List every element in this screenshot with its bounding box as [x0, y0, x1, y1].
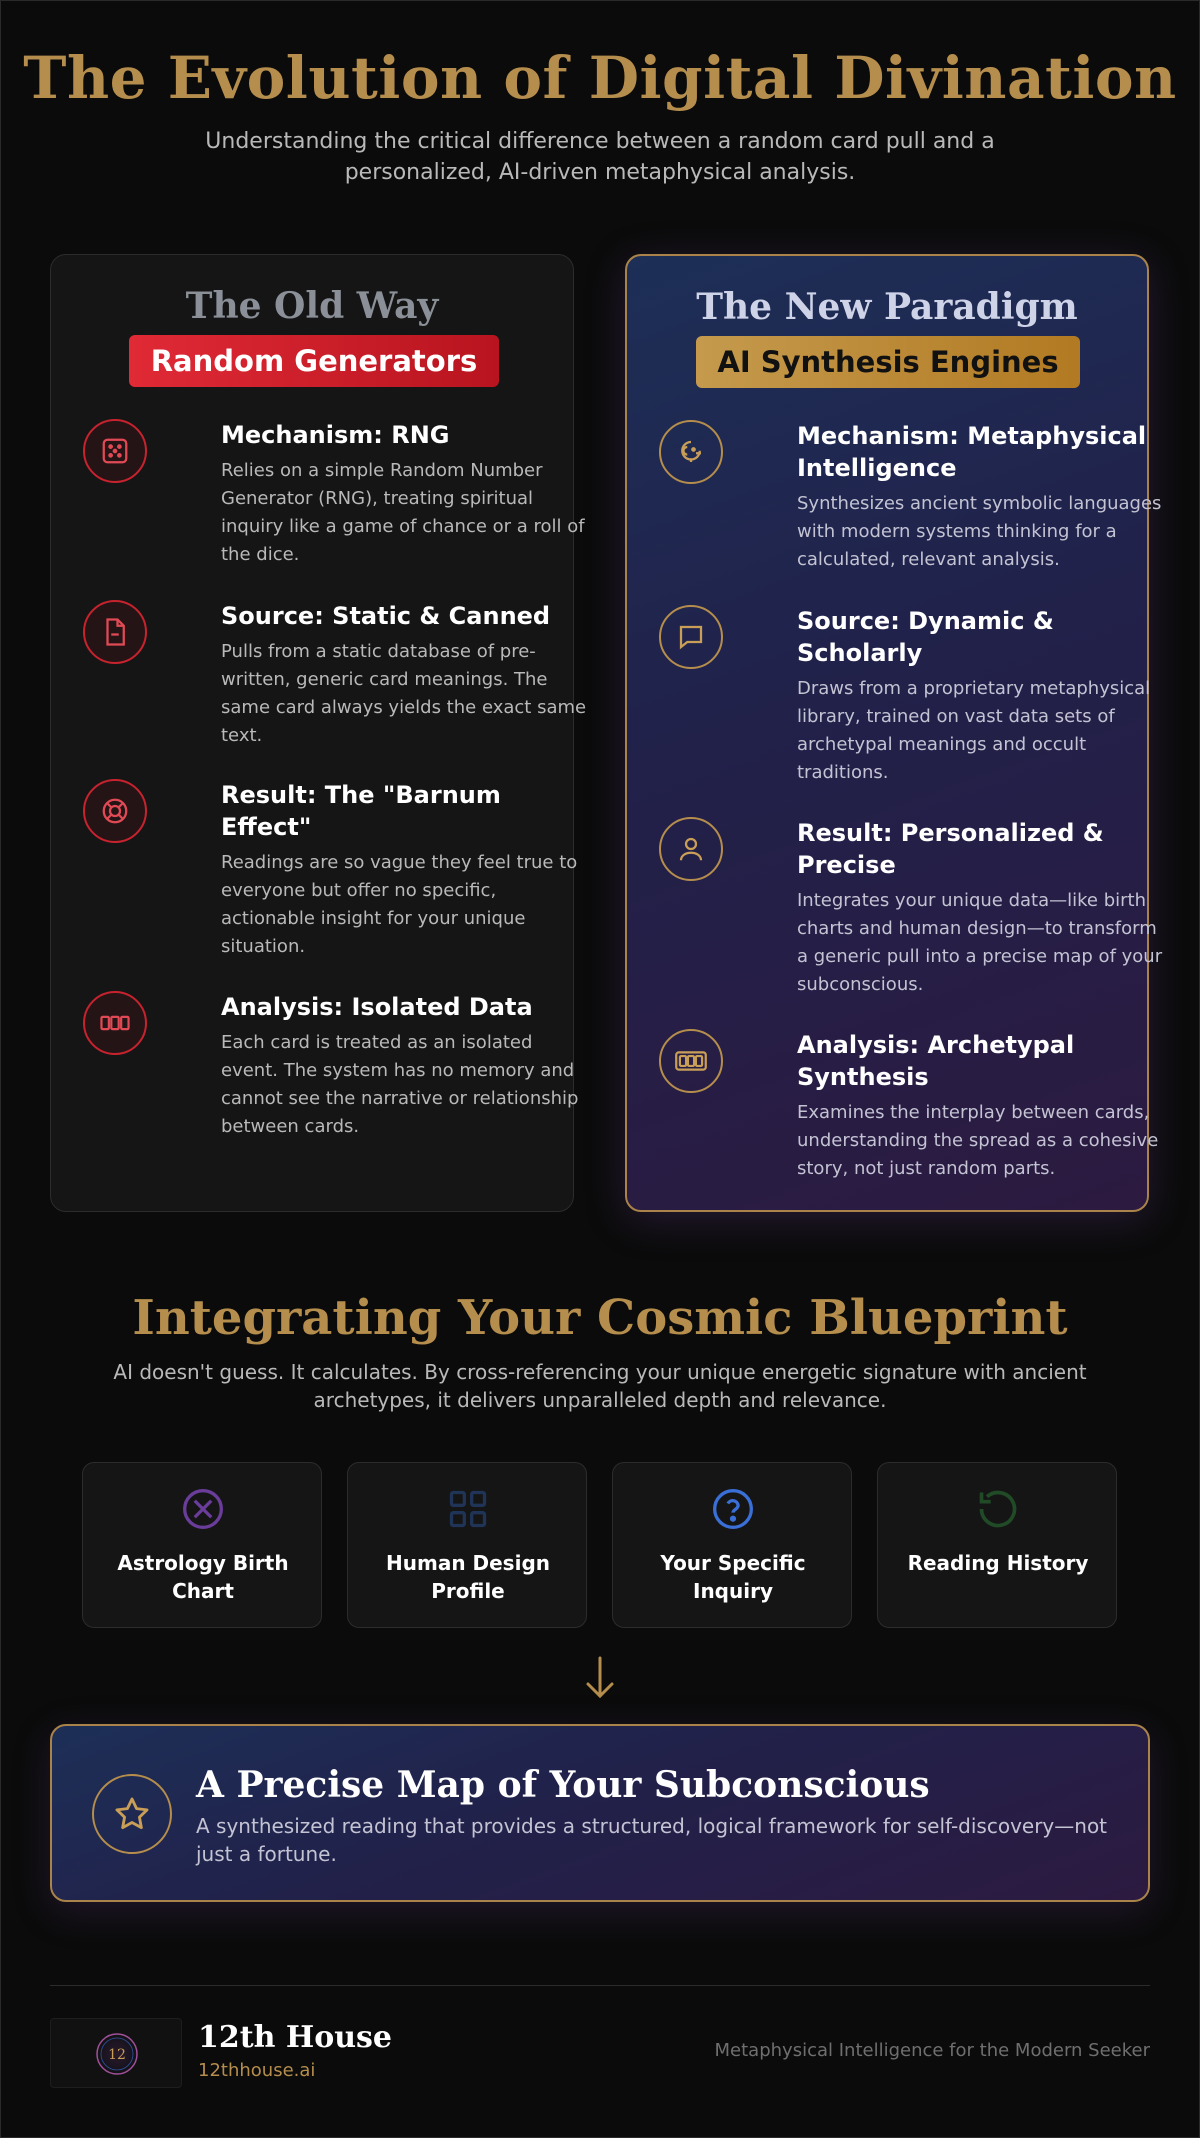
item-title: Result: The "Barnum Effect" [221, 781, 501, 841]
arrow-down-icon [582, 1656, 618, 1700]
result-desc: A synthesized reading that provides a structured, logical framework for self-discovery—not just a fortune. [196, 1814, 1108, 1866]
footer-divider [50, 1985, 1150, 1986]
tile-label: Reading History [907, 1551, 1089, 1575]
brand-url-link[interactable]: 12thhouse.ai [198, 2060, 316, 2081]
item-desc: Each card is treated as an isolated event. The system has no memory and cannot see the narrative or relationship between cards. [221, 1032, 579, 1137]
brain-icon [659, 420, 723, 484]
message-icon [659, 605, 723, 669]
footer-tagline: Metaphysical Intelligence for the Modern Seeker [714, 2040, 1150, 2061]
item-desc: Examines the interplay between cards, understanding the spread as a cohesive story, not just random parts. [797, 1102, 1159, 1179]
brand-name: 12th House [198, 2020, 393, 2055]
question-icon [711, 1487, 755, 1531]
result-title: A Precise Map of Your Subconscious [196, 1764, 930, 1806]
item-title: Analysis: Archetypal Synthesis [797, 1031, 1075, 1091]
tile-label: Your Specific Inquiry [660, 1551, 806, 1603]
item-desc: Relies on a simple Random Number Generator (RNG), treating spiritual inquiry like a game of chance or a roll of the dice. [221, 460, 585, 565]
tile-astrology-birth-chart [82, 1462, 322, 1628]
tile-label: Human Design Profile [386, 1551, 550, 1603]
file-icon [83, 600, 147, 664]
tile-your-specific-inquiry [612, 1462, 852, 1628]
item-desc: Draws from a proprietary metaphysical library, trained on vast data sets of archetypal meanings and occult traditions. [797, 678, 1151, 783]
item-desc: Pulls from a static database of pre-written, generic card meanings. The same card always yields the exact same text. [221, 641, 587, 746]
blueprint-subtitle: AI doesn't guess. It calculates. By cross-referencing your unique energetic signature with ancient archetypes, it delivers unparalleled depth and relevance. [113, 1360, 1087, 1412]
tile-human-design-profile [347, 1462, 587, 1628]
history-icon [976, 1487, 1020, 1531]
page-subtitle: Understanding the critical difference between a random card pull and a personalized, AI-driven metaphysical analysis. [205, 129, 995, 185]
old-way-card [50, 254, 587, 1212]
cards-icon [83, 991, 147, 1055]
dice-icon [83, 419, 147, 483]
logo-text: 12 [108, 2047, 126, 2063]
tile-reading-history [877, 1462, 1117, 1628]
new-paradigm-kicker: The New Paradigm [696, 286, 1078, 328]
result-banner [50, 1724, 1150, 1902]
item-title: Mechanism: Metaphysical Intelligence [797, 422, 1147, 482]
item-title: Source: Dynamic & Scholarly [797, 607, 1054, 667]
item-title: Source: Static & Canned [221, 602, 551, 630]
brand-logo [50, 2018, 182, 2088]
item-title: Mechanism: RNG [221, 421, 450, 449]
item-title: Result: Personalized & Precise [797, 819, 1104, 879]
page-title: The Evolution of Digital Divination [23, 44, 1177, 112]
circle-x-icon [181, 1487, 225, 1531]
grid-icon [446, 1487, 490, 1531]
new-paradigm-card [625, 254, 1163, 1212]
item-desc: Synthesizes ancient symbolic languages with modern systems thinking for a calculated, relevant analysis. [797, 493, 1162, 570]
blueprint-title: Integrating Your Cosmic Blueprint [132, 1290, 1068, 1346]
ai-synthesis-badge: AI Synthesis Engines [696, 336, 1080, 388]
user-icon [659, 817, 723, 881]
item-desc: Readings are so vague they feel true to everyone but offer no specific, actionable insight for your unique situation. [221, 852, 578, 957]
random-generators-badge: Random Generators [129, 335, 499, 387]
cards-icon [659, 1029, 723, 1093]
star-icon [92, 1774, 172, 1854]
old-way-kicker: The Old Way [185, 285, 439, 327]
lifebuoy-icon [83, 779, 147, 843]
item-desc: Integrates your unique data—like birth charts and human design—to transform a generic pull into a precise map of your subconscious. [797, 890, 1163, 995]
tile-label: Astrology Birth Chart [117, 1551, 289, 1603]
item-title: Analysis: Isolated Data [221, 993, 533, 1021]
